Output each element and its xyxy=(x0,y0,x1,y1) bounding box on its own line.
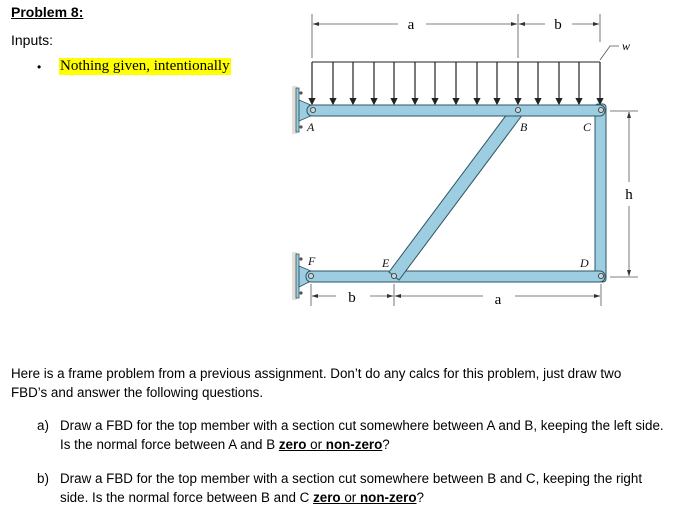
point-label-e: E xyxy=(382,256,390,270)
option-zero: zero xyxy=(278,437,307,452)
member-cd xyxy=(595,104,606,282)
answer-options: zero or non-zero xyxy=(278,437,383,452)
inputs-label: Inputs: xyxy=(11,32,54,48)
bullet-icon: • xyxy=(37,59,42,74)
question-text: Draw a FBD for the top member with a section cut somewhere between B and C, keeping the right side. Is the normal force between B and C xyxy=(60,471,643,505)
question-text: Draw a FBD for the top member with a section cut somewhere between A and B, keeping the left side. Is the normal force between A and B xyxy=(60,418,664,452)
member-abc xyxy=(307,105,605,116)
option-zero: zero xyxy=(313,490,341,505)
question-b: b) Draw a FBD for the top member with a section cut somewhere between B and C, keeping the right side. Is the normal force between B and C zero or non-zero? xyxy=(37,471,643,505)
point-label-d: D xyxy=(580,256,589,270)
question-a: a) Draw a FBD for the top member with a section cut somewhere between A and B, keeping the left side. Is the normal force between A and B zero or non-zero? xyxy=(37,418,664,452)
option-non-zero: non-zero xyxy=(359,490,417,505)
question-label: a) xyxy=(37,418,49,433)
point-label-a: A xyxy=(307,120,315,134)
dim-a-top: a xyxy=(407,17,415,33)
point-label-b: B xyxy=(520,120,528,134)
question-label: b) xyxy=(37,471,49,486)
option-non-zero: non-zero xyxy=(325,437,383,452)
top-dimension-lines xyxy=(312,14,619,60)
point-label-c: C xyxy=(583,120,592,134)
dim-h: h xyxy=(625,187,633,203)
load-label-w: w xyxy=(622,39,631,53)
problem-title: Problem 8: xyxy=(11,4,84,20)
dim-b-top: b xyxy=(554,17,562,33)
dim-b-bottom: b xyxy=(348,290,356,306)
highlighted-input-text: Nothing given, intentionally xyxy=(60,58,230,74)
member-fed xyxy=(306,271,605,282)
point-label-f: F xyxy=(308,254,316,268)
distributed-load-arrows xyxy=(312,62,600,104)
intro-paragraph: Here is a frame problem from a previous assignment. Don’t do any calcs for this problem, just draw two FBD’s and answer the following questions. xyxy=(11,366,622,400)
height-dimension xyxy=(610,111,638,277)
dim-a-bottom: a xyxy=(494,292,502,308)
frame-members xyxy=(306,104,606,282)
member-be xyxy=(389,106,523,280)
answer-options: zero or non-zero xyxy=(313,490,417,505)
